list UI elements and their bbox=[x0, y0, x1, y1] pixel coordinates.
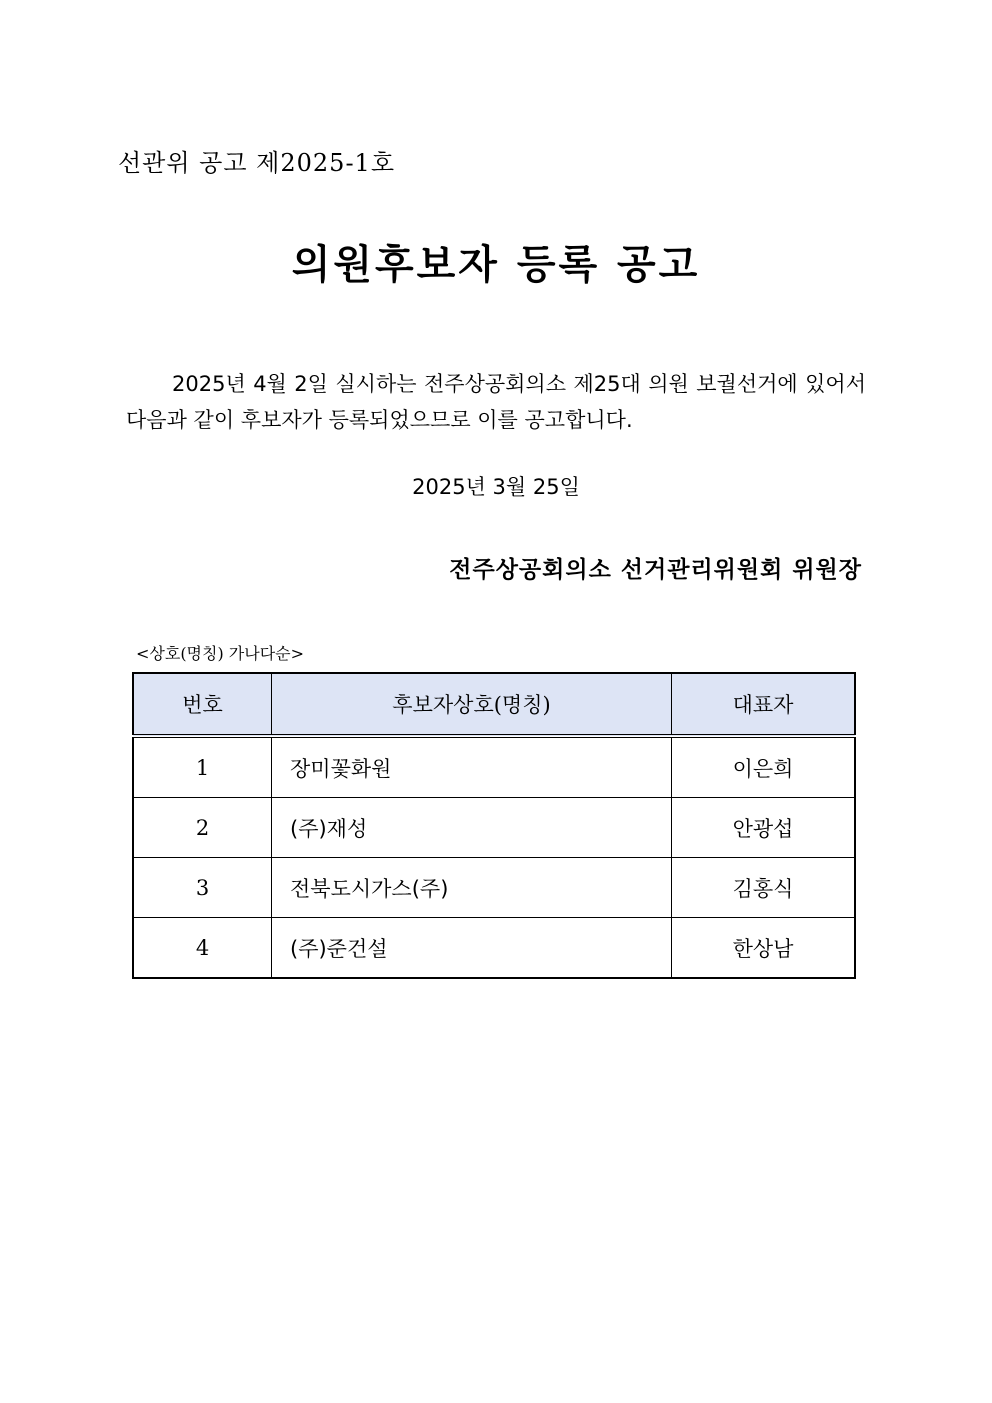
row-number: 3 bbox=[133, 858, 272, 918]
table-row bbox=[133, 918, 855, 979]
table-row bbox=[133, 736, 855, 798]
row-company: 장미꽃화원 bbox=[272, 736, 672, 798]
candidate-table bbox=[132, 672, 856, 979]
header-company: 후보자상호(명칭) bbox=[272, 673, 672, 736]
row-number: 2 bbox=[133, 798, 272, 858]
issuer-signature: 전주상공회의소 선거관리위원회 위원장 bbox=[449, 557, 862, 583]
notice-body: 2025년 4월 2일 실시하는 전주상공회의소 제25대 의원 보궐선거에 있어서 다음과 같이 후보자가 등록되었으므로 이를 공고합니다. bbox=[126, 372, 866, 432]
table-row bbox=[133, 858, 855, 918]
sort-order-note: <상호(명칭) 가나다순> bbox=[136, 644, 305, 663]
header-number: 번호 bbox=[133, 673, 272, 736]
table-header-row bbox=[133, 673, 855, 736]
document-title: 의원후보자 등록 공고 bbox=[291, 242, 701, 288]
row-company: 전북도시가스(주) bbox=[272, 858, 672, 918]
row-representative: 김홍식 bbox=[672, 858, 856, 918]
header-representative: 대표자 bbox=[672, 673, 856, 736]
row-number: 1 bbox=[133, 736, 272, 798]
row-company: (주)재성 bbox=[272, 798, 672, 858]
table-row bbox=[133, 798, 855, 858]
row-representative: 한상남 bbox=[732, 936, 794, 961]
row-company: (주)준건설 bbox=[272, 918, 672, 979]
row-number: 4 bbox=[133, 918, 272, 979]
row-representative: 이은희 bbox=[672, 736, 856, 798]
row-representative: 안광섭 bbox=[672, 798, 856, 858]
notice-date: 2025년 3월 25일 bbox=[412, 475, 580, 499]
notice-number: 선관위 공고 제2025-1호 bbox=[118, 149, 396, 177]
